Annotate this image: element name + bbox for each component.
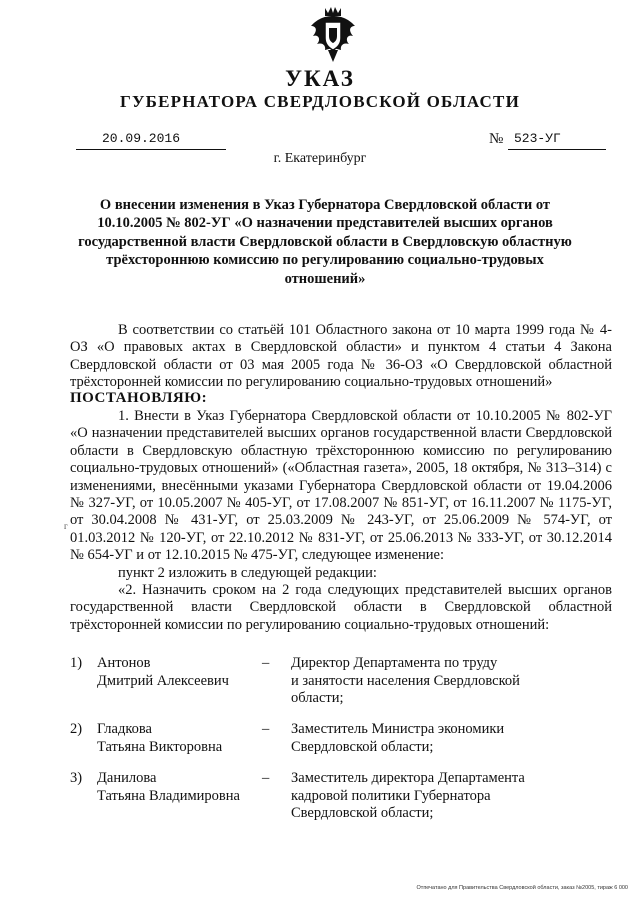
member-position-line: области;: [291, 690, 344, 707]
member-position: [291, 655, 551, 708]
issuer-title: ГУБЕРНАТОРА СВЕРДЛОВСКОЙ ОБЛАСТИ: [119, 92, 521, 111]
member-position-line: Заместитель Министра экономики: [291, 721, 505, 737]
member-position-line: Свердловской области;: [291, 805, 434, 822]
member-position: [291, 721, 551, 756]
margin-mark: г: [64, 521, 68, 531]
member-name: [97, 655, 229, 690]
city-line: г. Екатеринбург: [273, 151, 367, 166]
member-dash: –: [262, 770, 270, 786]
member-given-name: Татьяна Владимировна: [97, 787, 240, 804]
decree-number: 523-УГ: [514, 131, 561, 146]
operative-block: [70, 408, 612, 634]
print-footer: Отпечатано для Правительства Свердловской области, заказ №2005, тираж 6 000: [416, 885, 628, 891]
decree-heading: О внесении изменения в Указ Губернатора Свердловской области от 10.10.2005 № 802-УГ «О назначении представителей высших органов государственной власти Свердловской области в Свердловскую областную трёхстороннюю комиссию по регулированию социально-трудовых отношений»: [78, 197, 572, 287]
member-position-line: и занятости населения Свердловской: [291, 672, 520, 689]
member-position-line: Свердловской области;: [291, 738, 434, 755]
decree-date: 20.09.2016: [102, 131, 181, 146]
preamble-block: [70, 322, 612, 392]
operative-paragraph-2: пункт 2 изложить в следующей редакции:: [118, 564, 377, 581]
member-surname: Антонов: [97, 655, 151, 671]
member-number: 3): [70, 770, 83, 786]
member-position-line: Заместитель директора Департамента: [291, 770, 525, 786]
member-name: [97, 770, 240, 805]
member-surname: Данилова: [97, 770, 157, 786]
member-number: 2): [70, 721, 83, 737]
member-number: 1): [70, 655, 83, 671]
operative-paragraph-1: 1. Внести в Указ Губернатора Свердловской области от 10.10.2005 № 802-УГ «О назначении представителей высших органов государственной власти Свердловской области в Свердловскую областную трёхстороннюю комиссию по регулированию социально-трудовых отношений» («Областная газета», 2005, 18 октября, № 313–314) с изменениями, внесёнными указами Губернатора Свердловской области от 19.04.2006 № 327-УГ, от 10.05.2007 № 405-УГ, от 17.08.2007 № 851-УГ, от 16.11.2007 № 1175-УГ, от 30.04.2008 № 431-УГ, от 25.03.2009 № 243-УГ, от 25.06.2009 № 574-УГ, от 01.03.2012 № 120-УГ, от 22.10.2012 № 831-УГ, от 25.06.2013 № 333-УГ, от 30.12.2014 № 654-УГ и от 12.10.2015 № 475-УГ, следующее изменение:: [70, 408, 612, 564]
member-name: [97, 721, 222, 756]
member-dash: –: [262, 721, 270, 737]
operative-paragraph-3: «2. Назначить сроком на 2 года следующих представителей высших органов государственной власти Свердловской области в Свердловской областной трёхсторонней комиссии по регулированию социально-трудовых отношений:: [70, 582, 612, 633]
member-position: [291, 770, 551, 823]
member-dash: –: [262, 655, 270, 671]
number-underline: [508, 149, 606, 150]
document-type-title: УКАЗ: [285, 66, 355, 91]
number-sign: №: [489, 131, 504, 147]
member-given-name: Дмитрий Алексеевич: [97, 672, 229, 689]
member-position-line: кадровой политики Губернатора: [291, 787, 491, 804]
date-underline: [76, 149, 226, 150]
decree-word: ПОСТАНОВЛЯЮ:: [70, 390, 208, 406]
preamble-paragraph: В соответствии со статьёй 101 Областного закона от 10 марта 1999 года № 4-ОЗ «О правовых актах в Свердловской области» и пунктом 4 статьи 4 Закона Свердловской области от 03 мая 2005 года № 36-ОЗ «О Свердловской областной трёхсторонней комиссии по регулированию социально-трудовых отношений»: [70, 322, 612, 391]
member-position-line: Директор Департамента по труду: [291, 655, 498, 671]
member-surname: Гладкова: [97, 721, 152, 737]
coat-of-arms-icon: [308, 6, 358, 64]
member-given-name: Татьяна Викторовна: [97, 738, 223, 755]
